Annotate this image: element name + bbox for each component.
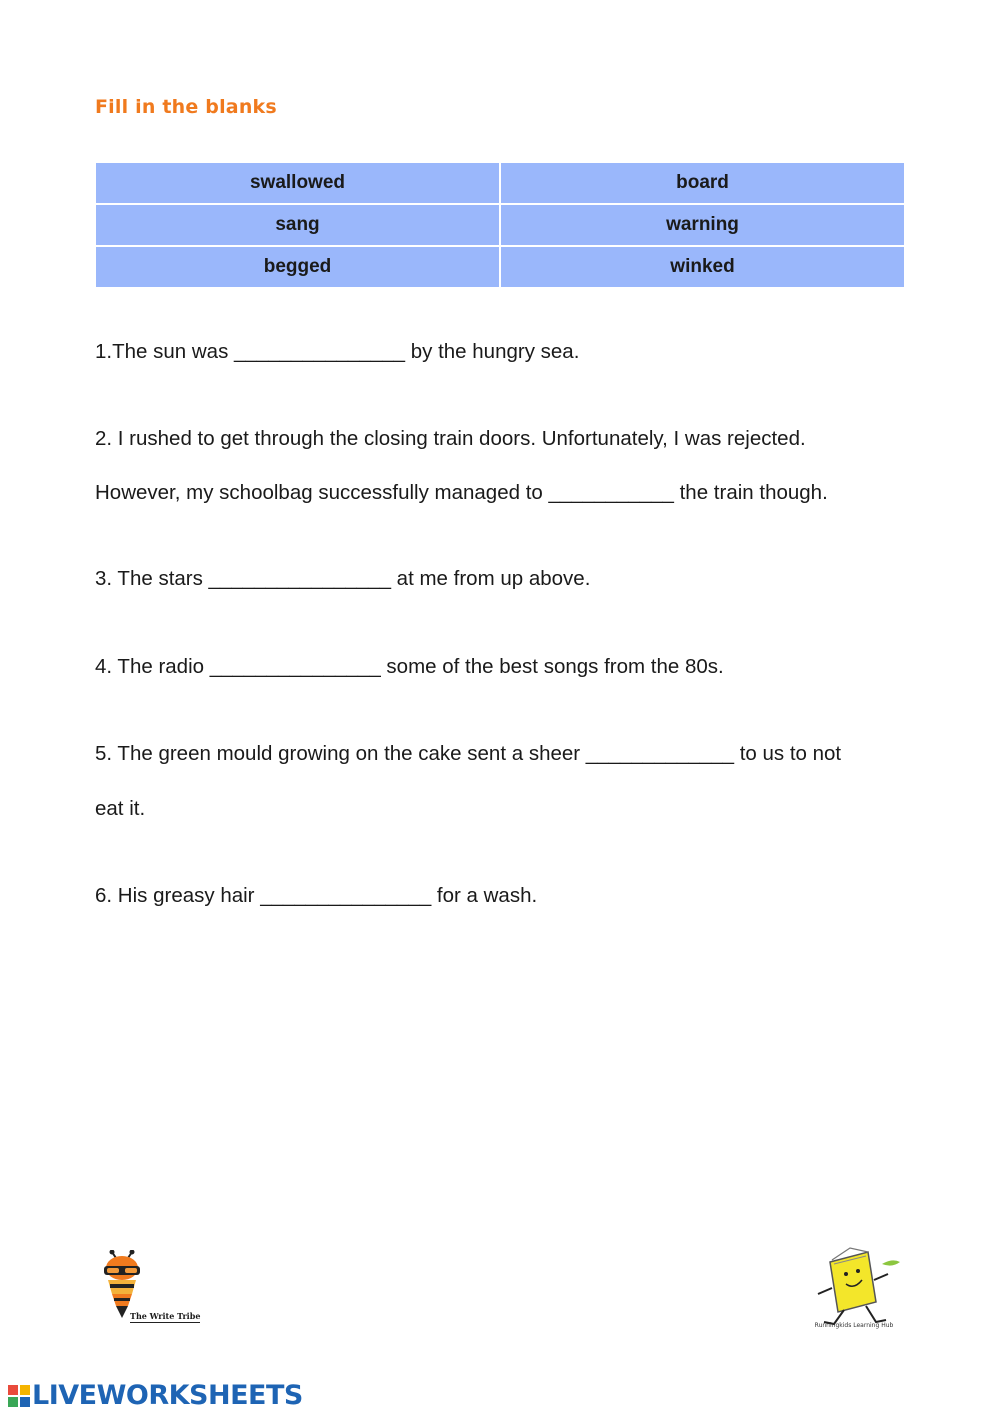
word-cell: begged — [96, 246, 500, 288]
liveworksheets-logo-icon — [8, 1385, 30, 1407]
question-5-line-2: eat it. — [95, 797, 146, 820]
question-5-line-1[interactable]: 5. The green mould growing on the cake sent a sheer _____________ to us to not — [95, 742, 842, 765]
word-cell: winked — [500, 246, 904, 288]
question-2-line-1: 2. I rushed to get through the closing train doors. Unfortunately, I was rejected. — [95, 427, 806, 450]
word-cell: warning — [500, 204, 904, 246]
word-cell: board — [500, 162, 904, 204]
question-4[interactable]: 4. The radio _______________ some of the best songs from the 80s. — [95, 655, 724, 678]
question-2-line-2[interactable]: However, my schoolbag successfully managed to ___________ the train though. — [95, 481, 828, 504]
question-3[interactable]: 3. The stars ________________ at me from up above. — [95, 567, 591, 590]
question-6[interactable]: 6. His greasy hair _______________ for a wash. — [95, 884, 538, 907]
table-row — [96, 204, 904, 246]
word-bank-table — [96, 161, 904, 289]
book-logo-caption: Runningkids Learning Hub — [814, 1322, 894, 1329]
question-1[interactable]: 1.The sun was _______________ by the hungry sea. — [95, 340, 580, 363]
table-row — [96, 162, 904, 204]
liveworksheets-brand[interactable] — [8, 1380, 303, 1411]
word-cell: swallowed — [96, 162, 500, 204]
bee-logo-caption: The Write Tribe — [130, 1311, 201, 1321]
word-cell: sang — [96, 204, 500, 246]
brand-text: LIVEWORKSHEETS — [32, 1380, 303, 1411]
table-row — [96, 246, 904, 288]
page-title: Fill in the blanks — [95, 96, 277, 118]
